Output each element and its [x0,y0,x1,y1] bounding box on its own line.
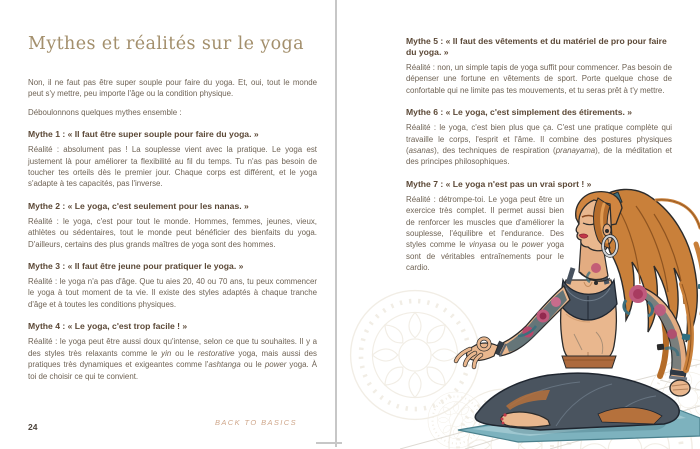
spine-divider [335,0,337,447]
page-title: Mythes et réalités sur le yoga [28,34,304,54]
intro-paragraph: Non, il ne faut pas être super souple pour faire du yoga. Et, oui, tout le monde peut s'y mettre, peu importe l'âge ou la condition physique. [28,78,317,99]
page-number: 24 [28,422,38,432]
myth-3-body: Réalité : le yoga n'a pas d'âge. Que tu aies 20, 40 ou 70 ans, tu peux commencer le yoga à tout moment de ta vie. Il existe des styles adaptés à chaque tranche d'âge et à toutes les conditions physiques. [28,277,317,309]
myth-1-body: Réalité : absolument pas ! La souplesse vient avec la pratique. Le yoga est justement là pour améliorer ta flexibilité au fil du temps. Tu n'as pas besoin de toucher tes orteils dès le premier jour. Chaque corps est différent, et le yoga s'adapte à tes capacités, pas l'inverse. [28,145,317,189]
left-page-content [28,33,317,382]
hair-bead [682,333,691,340]
myth-7-heading: Mythe 7 : « Le yoga n'est pas un vrai sport ! » [406,178,592,189]
myth-4-body: Réalité : le yoga peut être aussi doux qu'intense, selon ce que tu souhaites. Il y a des styles très relaxants comme le yin ou le restorative yoga, mais aussi des pratiques très dynamiques et exigeantes comme l'ashtanga ou le power yoga. À toi de choisir ce qui te convient. [28,337,318,381]
myth-6-heading: Mythe 6 : « Le yoga, c'est simplement des étirements. » [406,107,633,118]
myth-7-body: Réalité : détrompe-toi. Le yoga peut être un exercice très complet. Il permet aussi bien de renforcer les muscles que d'améliorer la souplesse, l'équilibre et l'endurance. Des styles comme le vinyasa ou le power yoga sont de véritables entraînements pour le cardio. [406,194,564,273]
near-arm-mudra [456,286,570,367]
myth-2-heading: Mythe 2 : « Le yoga, c'est seulement pour les nanas. » [28,200,249,211]
running-footer: BACK TO BASICS [215,418,297,427]
right-page-content [406,36,672,274]
myth-4-heading: Mythe 4 : « Le yoga, c'est trop facile ! » [28,321,188,332]
myth-3-heading: Mythe 3 : « Il faut être jeune pour pratiquer le yoga. » [28,261,244,272]
myth-5-body: Réalité : non, un simple tapis de yoga suffit pour commencer. Pas besoin de dépenser une fortune en vêtements de sport. Porte quelque chose de confortable qui ne limite pas tes mouvements, et tu seras prêt à t'y mettre. [406,63,672,95]
left-page-footer [28,417,317,432]
waistband [562,356,616,368]
intro-lead-line: Déboulonnons quelques mythes ensemble : [28,107,182,117]
myth-2-body: Réalité : le yoga, c'est pour tout le monde. Hommes, femmes, jeunes, vieux, athlètes ou sédentaires, tout le monde peut bénéficier des bienfaits du yoga. D'ailleurs, certains des plus grands maîtres de yoga sont des hommes. [28,216,317,249]
myth-1-heading: Mythe 1 : « Il faut être super souple pour faire du yoga. » [28,129,259,140]
myth-5-heading: Mythe 5 : « Il faut des vêtements et du matériel de pro pour faire du yoga. » [406,36,667,57]
myth-6-body: Réalité : le yoga, c'est bien plus que ça. C'est une pratique complète qui travaille le corps, l'esprit et l'âme. Il combine des postures physiques (asanas), des techniques de respiration (pranayama), de la méditation et des principes philosophiques. [406,123,672,167]
left-page [0,0,335,449]
fold-mark [316,442,342,444]
right-page [336,0,700,449]
